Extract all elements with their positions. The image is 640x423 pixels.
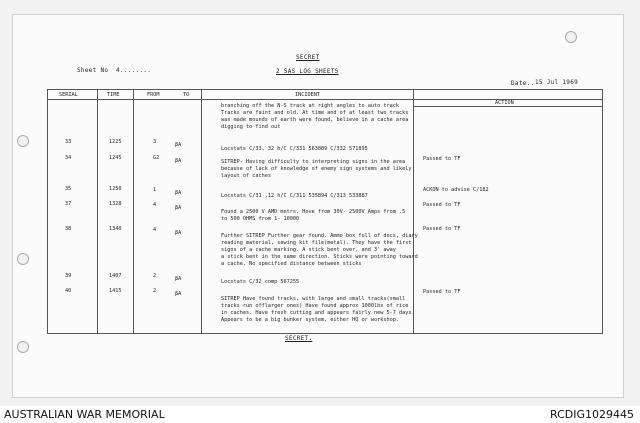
row-incident: SITREP Have found tracks, with large and small tracks(small	[221, 296, 406, 302]
date-value: 15 Jul 1969	[535, 79, 579, 86]
row-from: G2	[153, 155, 160, 161]
row-incident: because of lack of knowledge of enemy sign systems and likely	[221, 166, 412, 172]
row-incident: SITREP- Having difficulty to interpreting signs in the area	[221, 159, 406, 165]
header-bottom-rule	[47, 99, 603, 100]
row-time: 1245	[109, 155, 122, 161]
col-header-to: TO	[183, 92, 190, 98]
archive-footer	[0, 406, 640, 423]
col-rule-time	[133, 89, 134, 333]
row-from: 4	[153, 227, 157, 233]
row-incident: tracks run offlarger ones) Have found approx 1000lbs of rice	[221, 303, 409, 309]
incident-continuation: Tracks are faint and old. At time and of at least two tracks	[221, 110, 409, 116]
classification-bottom: SECRET.	[285, 335, 313, 342]
col-header-from: FROM	[147, 92, 160, 98]
row-incident: signs of a cache marking. A stick bent over, and 3' away	[221, 247, 396, 253]
unit-title: 2 SAS LOG SHEETS	[276, 68, 339, 75]
punch-hole	[17, 135, 29, 147]
col-header-action: ACTION	[495, 100, 514, 106]
date-label: Date..	[511, 80, 535, 87]
table-top-rule	[47, 89, 603, 90]
row-from: 4	[153, 202, 157, 208]
footer-archive-name: AUSTRALIAN WAR MEMORIAL	[4, 408, 165, 421]
row-time: 1415	[109, 288, 122, 294]
row-incident: in caches. Have fresh cutting and appears fairly new 5-7 days.	[221, 310, 415, 316]
row-action: Passed to TF	[423, 226, 461, 232]
punch-hole	[17, 253, 29, 265]
incident-continuation: digging to find out	[221, 124, 281, 130]
row-serial: 38	[65, 226, 72, 232]
row-to: βA	[175, 205, 182, 211]
row-incident: a cache. No specified distance between sticks	[221, 261, 362, 267]
row-action: Passed to TF	[423, 202, 461, 208]
col-rule-to	[201, 89, 202, 333]
row-serial: 40	[65, 288, 72, 294]
row-time: 1407	[109, 273, 122, 279]
row-serial: 37	[65, 201, 72, 207]
row-to: βA	[175, 230, 182, 236]
col-header-incident: INCIDENT	[295, 92, 320, 98]
row-incident: Locstats C/31 ,12 h/C C/311 535894 C/313 533887	[221, 193, 368, 199]
row-action: Passed to TF	[423, 289, 461, 295]
row-to: βA	[175, 158, 182, 164]
row-incident: Locstats C/33, 32 h/C C/331 563809 C/332 571895	[221, 146, 368, 152]
row-time: 1250	[109, 186, 122, 192]
col-rule-serial	[97, 89, 98, 333]
row-incident: Found a 2500 V AMD mntrs. Hove from 30V- 2500V Amps from .5	[221, 209, 406, 215]
row-time: 1225	[109, 139, 122, 145]
row-from: 2	[153, 273, 157, 279]
row-serial: 35	[65, 186, 72, 192]
col-header-time: TIME	[107, 92, 120, 98]
col-rule-left	[47, 89, 48, 333]
row-incident: Further SITREP Further gear found. Ammo box full of docs, diary	[221, 233, 418, 239]
sheet-label: Sheet No	[77, 67, 109, 74]
row-action: ACKON to advise C/182	[423, 187, 489, 193]
punch-hole	[565, 31, 577, 43]
row-incident: layout of caches	[221, 173, 271, 179]
row-serial: 34	[65, 155, 72, 161]
table-bottom-rule	[47, 333, 603, 334]
col-header-serial: SERIAL	[59, 92, 78, 98]
col-rule-right	[602, 89, 603, 333]
row-serial: 33	[65, 139, 72, 145]
row-to: βA	[175, 291, 182, 297]
row-incident: Appears to be a big bunker system, either HQ or workshop.	[221, 317, 400, 323]
row-from: 2	[153, 288, 157, 294]
col-rule-incident	[413, 89, 414, 333]
row-incident: Locstats C/32 comp 567255	[221, 279, 300, 285]
row-to: βA	[175, 142, 182, 148]
incident-continuation: was made mounds of earth were found, believe in a cache area	[221, 117, 409, 123]
row-incident: reading material, sewing kit file(metal). They have the first	[221, 240, 412, 246]
row-incident: a stick bent in the same direction. Sticks were pointing toward	[221, 254, 418, 260]
log-sheet	[12, 14, 624, 398]
row-from: 3	[153, 139, 157, 145]
row-to: βA	[175, 276, 182, 282]
row-incident: to 500 OHMS from 1- 10000	[221, 216, 300, 222]
footer-record-id: RCDIG1029445	[549, 408, 634, 421]
classification-top: SECRET	[296, 54, 320, 61]
row-time: 1328	[109, 201, 122, 207]
row-from: 1	[153, 187, 157, 193]
row-to: βA	[175, 190, 182, 196]
row-time: 1340	[109, 226, 122, 232]
sheet-number: 4........	[116, 67, 152, 74]
action-header-rule	[413, 106, 602, 107]
punch-hole	[17, 341, 29, 353]
row-serial: 39	[65, 273, 72, 279]
incident-continuation: branching off the N-S track at right angles to auto track	[221, 103, 400, 109]
row-action: Passed to TF	[423, 156, 461, 162]
